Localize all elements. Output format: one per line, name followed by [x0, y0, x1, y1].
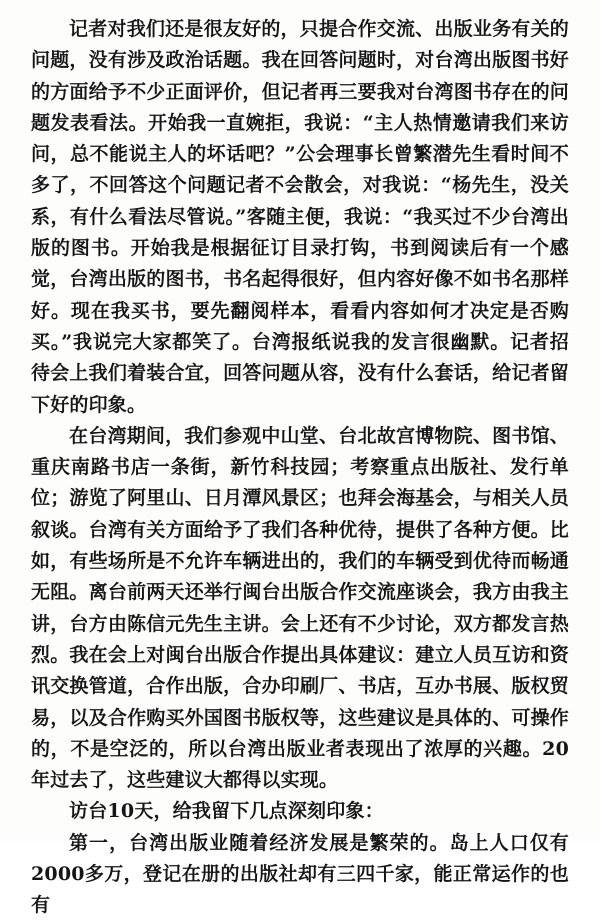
paragraph-press-conference: 记者对我们还是很友好的，只提合作交流、出版业务有关的问题，没有涉及政治话题。我在回答问题时，对台湾出版图书好的方面给予不少正面评价，但记者再三要我对台湾图书存在的问题发表看法。开始我一直婉拒，我说：“主人热情邀请我们来访问，总不能说主人的坏话吧？”公会理事长曾繁潜先生看时间不多了，不回答这个问题记者不会散会，对我说：“杨先生，没关系，有什么看法尽管说。”客随主便，我说：“我买过不少台湾出版的图书。开始我是根据征订目录打钩，书到阅读后有一个感觉，台湾出版的图书，书名起得很好，但内容好像不如书名那样好。现在我买书，要先翻阅样本，看看内容如何才决定是否购买。”我说完大家都笑了。台湾报纸说我的发言很幽默。记者招待会上我们着装合宜，回答问题从容，没有什么套话，给记者留下好的印象。 [31, 18, 569, 416]
body-text [31, 14, 569, 922]
paragraph-taiwan-visit: 在台湾期间，我们参观中山堂、台北故宫博物院、图书馆、重庆南路书店一条街，新竹科技园；考察重点出版社、发行单位；游览了阿里山、日月潭风景区；也拜会海基会，与相关人员叙谈。台湾有关方面给予了我们各种优待，提供了各种方便。比如，有些场所是不允许车辆进出的，我们的车辆受到优待而畅通无阻。离台前两天还举行闽台出版合作交流座谈会，我方由我主讲，台方由陈信元先生主讲。会上还有不少讨论，双方都发言热烈。我在会上对闽台出版合作提出具体建议：建立人员互访和资讯交换管道，合作出版，合办印刷厂、书店，互办书展、版权贸易，以及合作购买外国图书版权等，这些建议是具体的、可操作的，不是空泛的，所以台湾出版业者表现出了浓厚的兴趣。20年过去了，这些建议大都得以实现。 [31, 424, 569, 792]
paragraph-first-impression: 第一，台湾出版业随着经济发展是繁荣的。岛上人口仅有2000多万，登记在册的出版社却有三四千家，能正常运作的也有 [31, 831, 569, 917]
paragraph-impressions-intro: 访台10天，给我留下几点深刻印象： [69, 800, 384, 823]
